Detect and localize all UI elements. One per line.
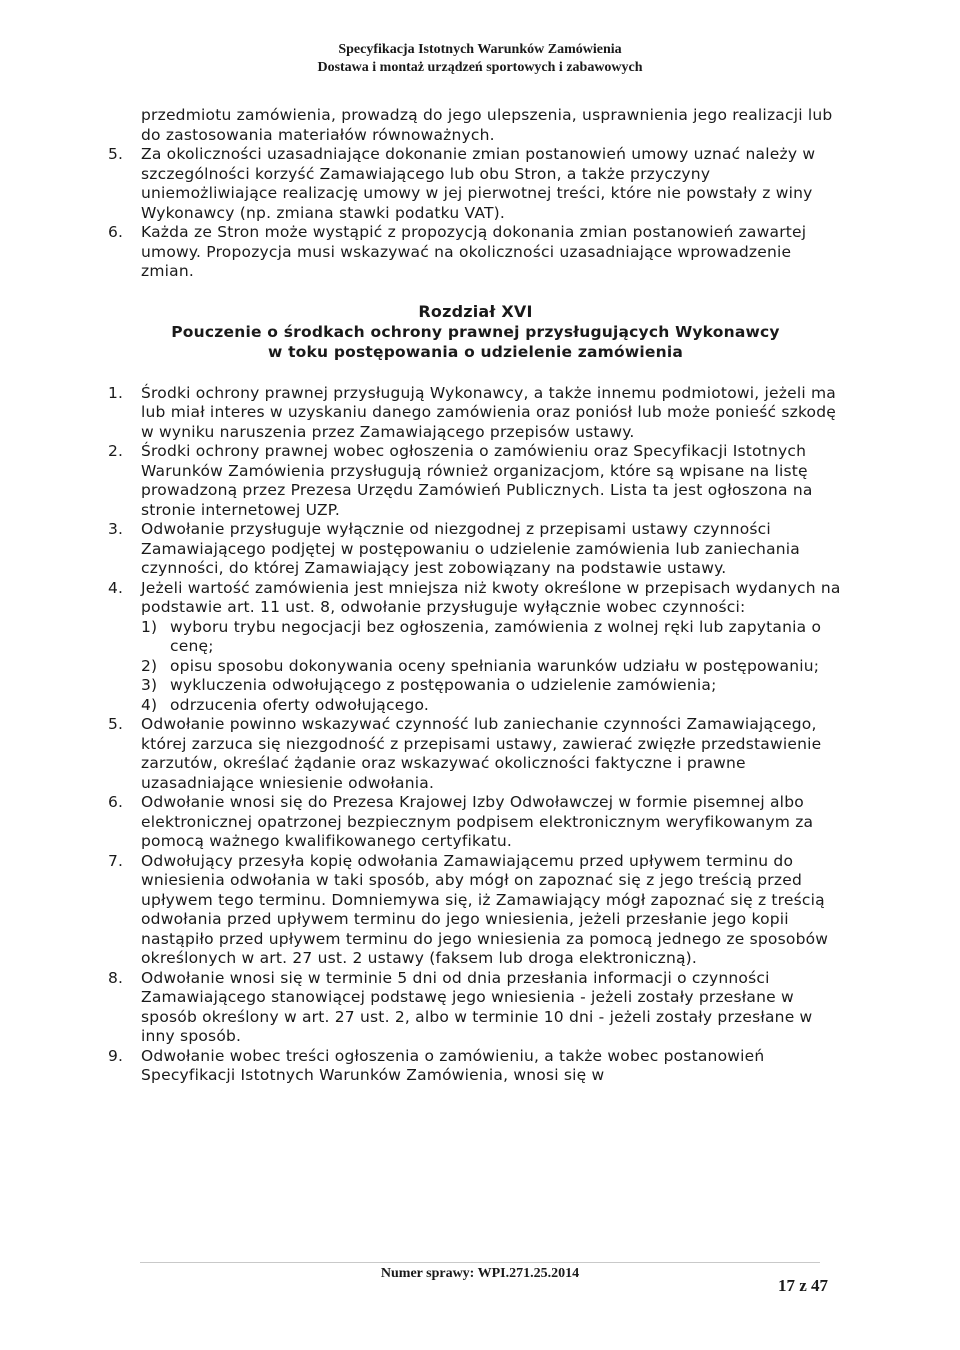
- item-text: Odwołanie wnosi się do Prezesa Krajowej Izby Odwoławczej w formie pisemnej albo elektronicznej opatrzonej bezpiecznym podpisem elektronicznym weryfikowanym za pomocą ważnego kwalifikowanego certyfikatu.: [141, 793, 814, 850]
- sub-list-item: [108, 696, 843, 716]
- sub-item-text: wykluczenia odwołującego z postępowania o udzielenie zamówienia;: [170, 676, 717, 694]
- list-item: [108, 579, 843, 618]
- item-number: 4.: [108, 578, 124, 597]
- list-item: [108, 852, 843, 969]
- list-item: [108, 442, 843, 520]
- header-title: Specyfikacja Istotnych Warunków Zamówienia: [338, 42, 622, 57]
- chapter-heading: [108, 302, 843, 362]
- document-body: [108, 106, 843, 1086]
- continuation-paragraph: przedmiotu zamówienia, prowadzą do jego ulepszenia, usprawnienia jego realizacji lub do zastosowania materiałów równoważnych.: [141, 106, 833, 144]
- sub-item-text: odrzucenia oferty odwołującego.: [170, 695, 430, 714]
- item-text: Jeżeli wartość zamówienia jest mniejsza niż kwoty określone w przepisach wydanych na podstawie art. 11 ust. 8, odwołanie przysługuje wyłącznie wobec czynności:: [141, 578, 841, 616]
- item-text: Środki ochrony prawnej przysługują Wykonawcy, a także innemu podmiotowi, jeżeli ma lub miał interes w uzyskaniu danego zamówienia oraz poniósł lub może ponieść szkodę w wyniku naruszenia przez Zamawiającego przepisów ustawy.: [141, 383, 837, 441]
- item-number: 8.: [108, 968, 124, 987]
- sub-item-text: wyboru trybu negocjacji bez ogłoszenia, zamówienia z wolnej ręki lub zapytania o cenę;: [170, 617, 822, 655]
- item-number: 5.: [108, 145, 124, 163]
- list-item: [108, 715, 843, 793]
- sub-list-item: [108, 657, 843, 677]
- sub-item-number: 3): [141, 676, 158, 694]
- footer-divider: [140, 1262, 820, 1263]
- sub-item-number: 4): [141, 695, 158, 714]
- case-number: Numer sprawy: WPI.271.25.2014: [380, 1266, 580, 1281]
- list-item: [108, 520, 843, 579]
- item-number: 6.: [108, 793, 124, 811]
- item-number: 9.: [108, 1046, 124, 1065]
- sub-list-item: [108, 618, 843, 657]
- item-number: 1.: [108, 383, 124, 402]
- list-item: [108, 793, 843, 852]
- sub-item-number: 1): [141, 617, 158, 636]
- header-subtitle: Dostawa i montaż urządzeń sportowych i zabawowych: [317, 60, 643, 75]
- item-text: Środki ochrony prawnej wobec ogłoszenia o zamówieniu oraz Specyfikacji Istotnych Warunków Zamówienia przysługują również organizacjom, które są wpisane na listę prowadzoną przez Prezesa Urzędu Zamówień Publicznych. Lista ta jest ogłoszona na stronie internetowej UZP.: [141, 442, 813, 519]
- item-text: Odwołanie wnosi się w terminie 5 dni od dnia przesłania informacji o czynności Zamawiającego stanowiącej podstawę jego wniesienia - jeżeli zostały przesłane w sposób określony w art. 27 ust. 2, albo w terminie 10 dni - jeżeli zostały przesłane w inny sposób.: [141, 968, 813, 1045]
- item-text: Odwołujący przesyła kopię odwołania Zamawiającemu przed upływem terminu do wniesienia odwołania w taki sposób, aby mógł on zapoznać się z jego treścią przed upływem tego terminu. Domniemywa się, iż Zamawiający mógł zapoznać się z treścią odwołania przed upływem terminu do jego wniesienia, jeżeli przesłanie jego kopii nastąpiło przed upływem terminu do jego wniesienia za pomocą jednego ze sposobów określonych w art. 27 ust. 2 ustawy (faksem lub droga elektroniczną).: [141, 851, 829, 967]
- chapter-subtitle-line2: w toku postępowania o udzielenie zamówienia: [267, 342, 684, 361]
- item-number: 7.: [108, 851, 124, 870]
- list-item: [108, 384, 843, 443]
- chapter-title: Rozdział XVI: [418, 301, 533, 321]
- item-number: 6.: [108, 223, 124, 241]
- list-item: [108, 223, 843, 282]
- sub-list-item: [108, 676, 843, 696]
- list-item: [108, 145, 843, 223]
- item-text: Każda ze Stron może wystąpić z propozycją dokonania zmian postanowień zawartej umowy. Propozycja musi wskazywać na okoliczności uzasadniające wprowadzenie zmian.: [141, 223, 807, 280]
- list-item: [108, 969, 843, 1047]
- chapter-subtitle-line1: Pouczenie o środkach ochrony prawnej przysługujących Wykonawcy: [171, 322, 780, 341]
- item-text: Odwołanie przysługuje wyłącznie od niezgodnej z przepisami ustawy czynności Zamawiającego podjętej w postępowaniu o udzielenie zamówienia lub zaniechania czynności, do której Zamawiający jest zobowiązany na podstawie ustawy.: [141, 520, 800, 577]
- item-text: Za okoliczności uzasadniające dokonanie zmian postanowień umowy uznać należy w szczególności korzyść Zamawiającego lub obu Stron, a także przyczyny uniemożliwiające realizację umowy w jej pierwotnej treści, które nie powstały z winy Wykonawcy (np. zmiana stawki podatku VAT).: [141, 145, 816, 222]
- item-number: 2.: [108, 442, 124, 460]
- page-number: 17 z 47: [778, 1276, 829, 1295]
- list-item: [108, 1047, 843, 1086]
- item-number: 3.: [108, 520, 124, 538]
- page-header: [0, 41, 960, 77]
- sub-item-number: 2): [141, 656, 158, 675]
- sub-item-text: opisu sposobu dokonywania oceny spełniania warunków udziału w postępowaniu;: [170, 656, 820, 675]
- item-number: 5.: [108, 715, 124, 733]
- item-text: Odwołanie powinno wskazywać czynność lub zaniechanie czynności Zamawiającego, której zarzuca się niezgodność z przepisami ustawy, zawierać zwięzłe przedstawienie zarzutów, określać żądanie oraz wskazywać okoliczności faktyczne i prawne uzasadniające wniesienie odwołania.: [141, 715, 822, 792]
- item-text: Odwołanie wobec treści ogłoszenia o zamówieniu, a także wobec postanowień Specyfikacji Istotnych Warunków Zamówienia, wnosi się w: [141, 1046, 765, 1084]
